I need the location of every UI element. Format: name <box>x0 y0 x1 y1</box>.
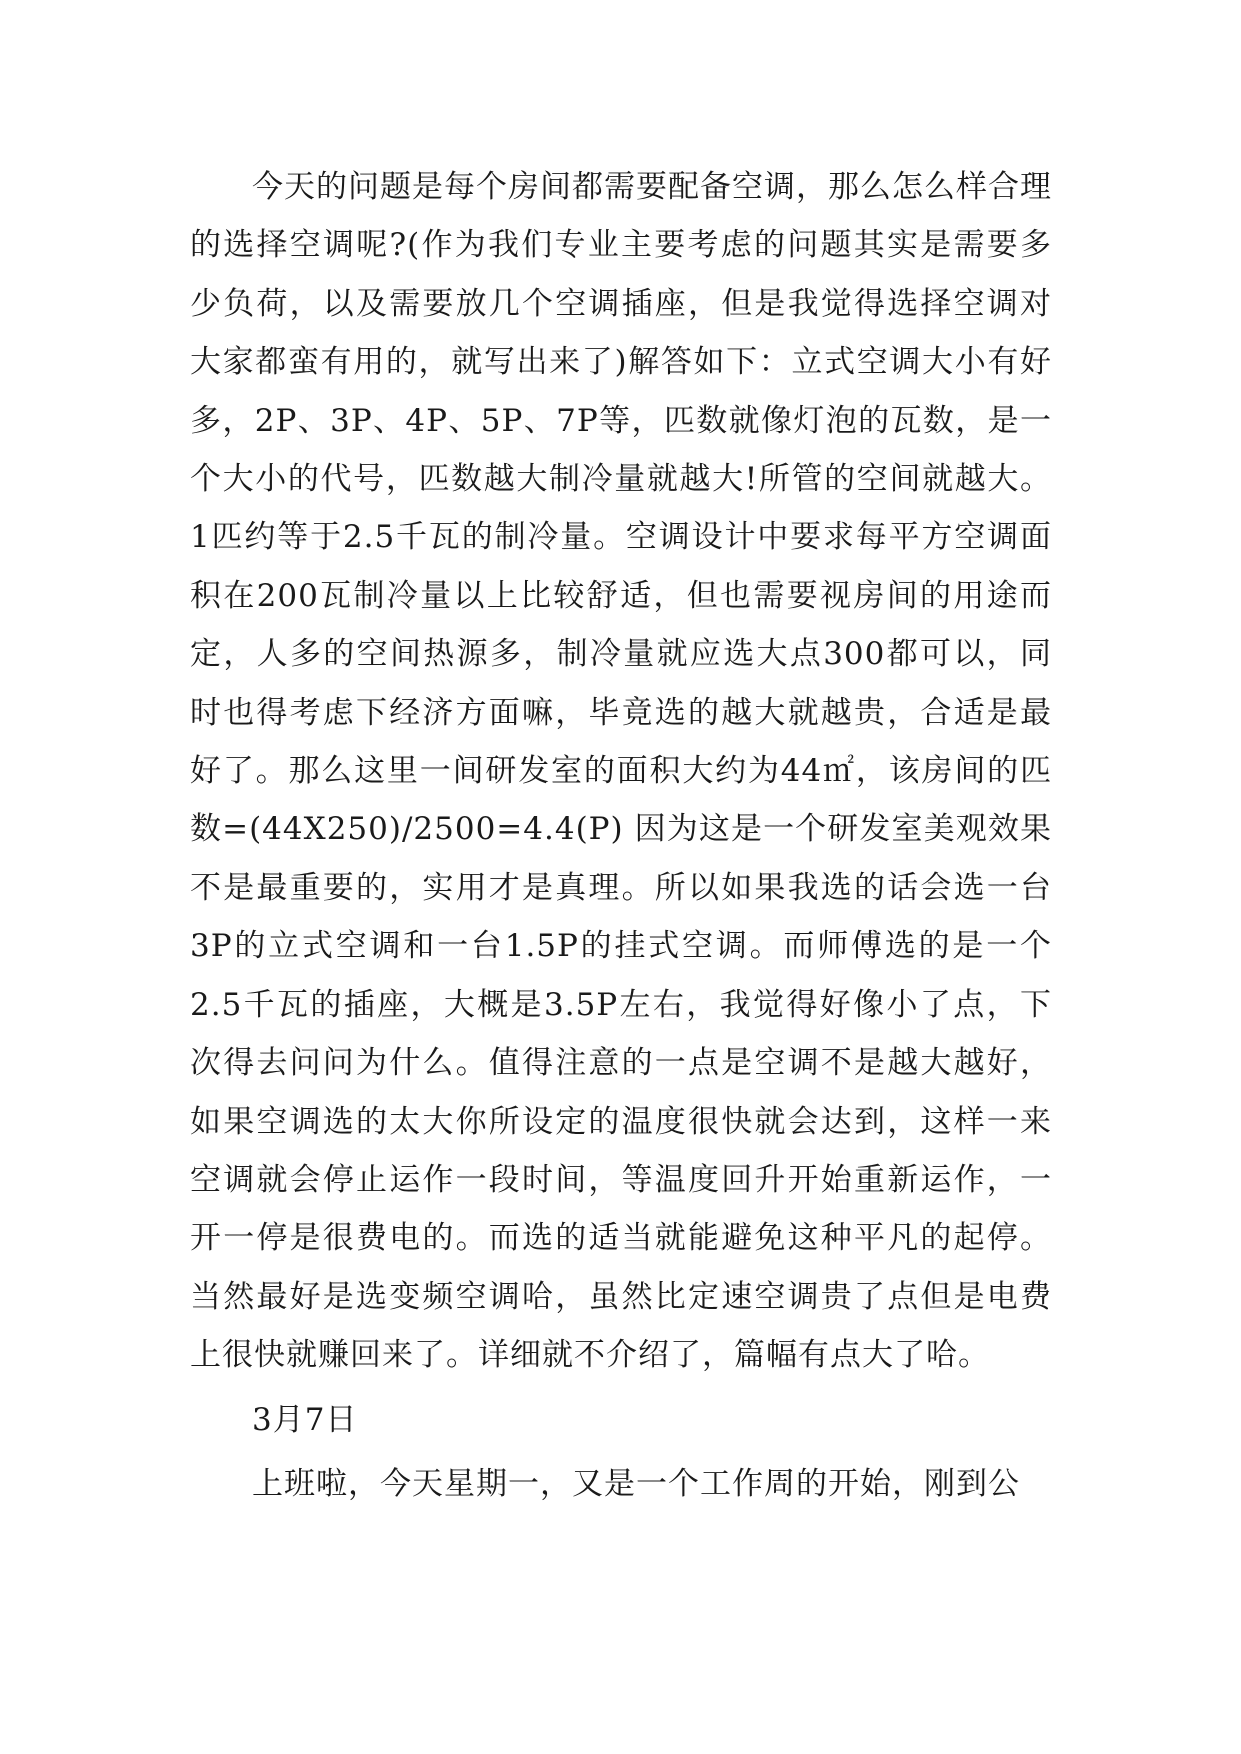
date-heading: 3月7日 <box>252 1401 358 1438</box>
paragraph-air-conditioner-selection: 今天的问题是每个房间都需要配备空调，那么怎么样合理的选择空调呢?(作为我们专业主要考虑的问题其实是需要多少负荷，以及需要放几个空调插座，但是我觉得选择空调对大家都蛮有用的，就写出来了)解答如下：立式空调大小有好多，2P、3P、4P、5P、7P等，匹数就像灯泡的瓦数，是一个大小的代号，匹数越大制冷量就越大!所管的空间就越大。1匹约等于2.5千瓦的制冷量。空调设计中要求每平方空调面积在200瓦制冷量以上比较舒适，但也需要视房间的用途而定，人多的空间热源多，制冷量就应选大点300都可以，同时也得考虑下经济方面嘛，毕竟选的越大就越贵，合适是最好了。那么这里一间研发室的面积大约为44㎡，该房间的匹数=(44X250)/2500=4.4(P) 因为这是一个研发室美观效果不是最重要的，实用才是真理。所以如果我选的话会选一台3P的立式空调和一台1.5P的挂式空调。而师傅选的是一个2.5千瓦的插座，大概是3.5P左右，我觉得好像小了点，下次得去问问为什么。值得注意的一点是空调不是越大越好，如果空调选的太大你所设定的温度很快就会达到，这样一来空调就会停止运作一段时间，等温度回升开始重新运作，一开一停是很费电的。而选的适当就能避免这种平凡的起停。当然最好是选变频空调哈，虽然比定速空调贵了点但是电费上很快就赚回来了。详细就不介绍了，篇幅有点大了哈。 <box>190 169 1052 1374</box>
document-body <box>190 158 1052 1513</box>
paragraph-monday-start: 上班啦，今天星期一，又是一个工作周的开始，刚到公 <box>252 1465 1020 1502</box>
